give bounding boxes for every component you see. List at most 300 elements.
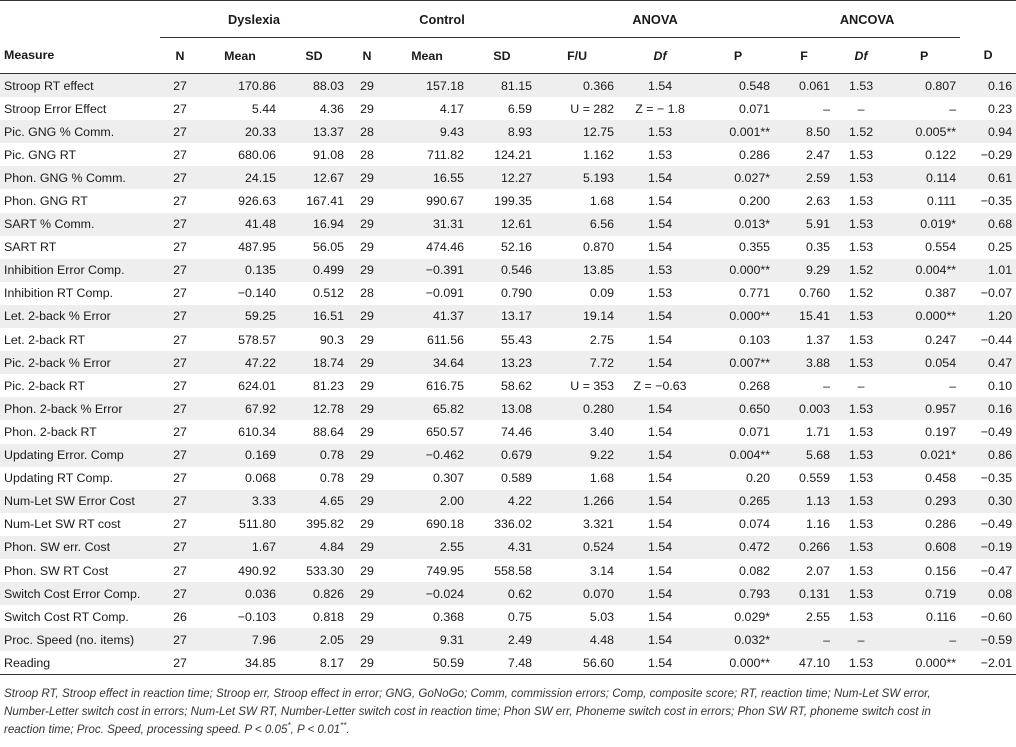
cell-anova-fu: 1.266 (536, 490, 618, 513)
cell-dys-sd: 0.78 (280, 467, 348, 490)
col-anova-fu: F/U (567, 48, 588, 63)
cell-dys-mean: 59.25 (200, 305, 280, 328)
cell-ctl-n: 29 (348, 559, 386, 582)
cell-d: −0.49 (960, 513, 1016, 536)
cell-ctl-n: 29 (348, 213, 386, 236)
cell-d: −0.19 (960, 536, 1016, 559)
col-ancova-df: Df (854, 48, 868, 63)
cell-dys-mean: 67.92 (200, 397, 280, 420)
cell-ancova-p: 0.197 (888, 420, 960, 443)
cell-ctl-sd: 0.679 (468, 444, 536, 467)
cell-anova-p: 0.071 (702, 420, 774, 443)
cell-anova-df: 1.54 (618, 189, 702, 212)
cell-ancova-p: 0.005** (888, 120, 960, 143)
cell-ctl-sd: 12.27 (468, 166, 536, 189)
table-row (0, 143, 1016, 166)
cell-ancova-df: 1.53 (834, 420, 888, 443)
cell-measure: Inhibition Error Comp. (0, 259, 160, 282)
cell-dys-n: 27 (160, 328, 200, 351)
cell-anova-fu: 12.75 (536, 120, 618, 143)
cell-anova-fu: 0.09 (536, 282, 618, 305)
cell-ancova-f: – (774, 97, 834, 120)
cell-anova-p: 0.650 (702, 397, 774, 420)
footnote-sup-1: * (287, 721, 291, 731)
col-ancova-p: P (919, 48, 929, 63)
cell-ctl-mean: 31.31 (386, 213, 468, 236)
cell-dys-sd: 88.64 (280, 420, 348, 443)
cell-anova-fu: 1.162 (536, 143, 618, 166)
cell-ancova-f: 0.061 (774, 74, 834, 98)
cell-dys-n: 27 (160, 374, 200, 397)
cell-dys-n: 27 (160, 444, 200, 467)
cell-dys-sd: 0.78 (280, 444, 348, 467)
cell-ctl-sd: 7.48 (468, 651, 536, 675)
cell-measure: Phon. SW err. Cost (0, 536, 160, 559)
cell-ancova-p: 0.021* (888, 444, 960, 467)
cell-ctl-mean: 650.57 (386, 420, 468, 443)
cell-measure: Switch Cost Error Comp. (0, 582, 160, 605)
cell-ctl-sd: 558.58 (468, 559, 536, 582)
cell-dys-n: 27 (160, 236, 200, 259)
cell-anova-df: 1.54 (618, 582, 702, 605)
footnote-sep: , P < 0.01 (290, 723, 341, 737)
cell-d: 1.20 (960, 305, 1016, 328)
cell-anova-df: 1.53 (618, 143, 702, 166)
cell-ancova-p: – (888, 628, 960, 651)
cell-d: 1.01 (960, 259, 1016, 282)
cell-d: 0.86 (960, 444, 1016, 467)
cell-ctl-mean: −0.091 (386, 282, 468, 305)
cell-anova-fu: 13.85 (536, 259, 618, 282)
cell-ancova-df: 1.53 (834, 305, 888, 328)
cell-ancova-f: 8.50 (774, 120, 834, 143)
cell-dys-n: 27 (160, 651, 200, 675)
cell-ancova-df: 1.53 (834, 582, 888, 605)
cell-d: −0.29 (960, 143, 1016, 166)
col-dys-mean: Mean (224, 48, 256, 63)
cell-ctl-n: 29 (348, 420, 386, 443)
cell-dys-n: 27 (160, 282, 200, 305)
cell-dys-n: 27 (160, 213, 200, 236)
cell-dys-sd: 533.30 (280, 559, 348, 582)
cell-dys-n: 27 (160, 143, 200, 166)
cell-anova-fu: 1.68 (536, 189, 618, 212)
cell-measure: Phon. GNG RT (0, 189, 160, 212)
cell-ctl-n: 29 (348, 328, 386, 351)
cell-dys-sd: 4.84 (280, 536, 348, 559)
cell-ancova-f: 5.68 (774, 444, 834, 467)
cell-d: 0.16 (960, 74, 1016, 98)
cell-anova-p: 0.027* (702, 166, 774, 189)
cell-ancova-p: 0.957 (888, 397, 960, 420)
cell-ancova-df: 1.52 (834, 259, 888, 282)
footnote-end: . (346, 723, 350, 737)
cell-ancova-f: 1.71 (774, 420, 834, 443)
cell-ancova-f: – (774, 628, 834, 651)
cell-ctl-mean: 0.368 (386, 605, 468, 628)
cell-ancova-p: 0.286 (888, 513, 960, 536)
table-row (0, 166, 1016, 189)
cell-ancova-p: – (888, 97, 960, 120)
cell-ctl-sd: 199.35 (468, 189, 536, 212)
cell-dys-mean: −0.140 (200, 282, 280, 305)
cell-d: 0.61 (960, 166, 1016, 189)
cell-anova-p: 0.000** (702, 259, 774, 282)
cell-ctl-n: 29 (348, 97, 386, 120)
cell-dys-sd: 56.05 (280, 236, 348, 259)
cell-dys-mean: 926.63 (200, 189, 280, 212)
cell-dys-mean: 487.95 (200, 236, 280, 259)
cell-ancova-p: 0.719 (888, 582, 960, 605)
cell-ctl-mean: −0.024 (386, 582, 468, 605)
cell-ctl-sd: 58.62 (468, 374, 536, 397)
cell-anova-fu: 2.75 (536, 328, 618, 351)
cell-dys-mean: 0.068 (200, 467, 280, 490)
cell-ctl-n: 29 (348, 259, 386, 282)
cell-dys-mean: 0.169 (200, 444, 280, 467)
cell-ancova-f: – (774, 374, 834, 397)
cell-anova-fu: 19.14 (536, 305, 618, 328)
cell-ctl-sd: 0.546 (468, 259, 536, 282)
cell-anova-p: 0.268 (702, 374, 774, 397)
cell-ctl-sd: 2.49 (468, 628, 536, 651)
cell-anova-df: 1.53 (618, 259, 702, 282)
cell-ctl-sd: 13.23 (468, 351, 536, 374)
table-row (0, 97, 1016, 120)
cell-dys-sd: 16.94 (280, 213, 348, 236)
cell-ancova-f: 0.003 (774, 397, 834, 420)
cell-ctl-mean: 157.18 (386, 74, 468, 98)
cell-ctl-mean: 4.17 (386, 97, 468, 120)
cell-dys-mean: 41.48 (200, 213, 280, 236)
cell-ctl-sd: 0.790 (468, 282, 536, 305)
table-row (0, 605, 1016, 628)
cell-ctl-sd: 13.08 (468, 397, 536, 420)
cell-ctl-sd: 4.22 (468, 490, 536, 513)
cell-ancova-p: 0.458 (888, 467, 960, 490)
cell-dys-sd: 18.74 (280, 351, 348, 374)
cell-ancova-p: 0.111 (888, 189, 960, 212)
cell-anova-p: 0.001** (702, 120, 774, 143)
cell-anova-df: 1.54 (618, 166, 702, 189)
cell-ancova-f: 15.41 (774, 305, 834, 328)
cell-dys-n: 27 (160, 559, 200, 582)
cell-dys-sd: 395.82 (280, 513, 348, 536)
cell-measure: Phon. 2-back % Error (0, 397, 160, 420)
cell-ancova-f: 1.13 (774, 490, 834, 513)
cell-anova-fu: 5.193 (536, 166, 618, 189)
cell-dys-n: 27 (160, 582, 200, 605)
table-row (0, 328, 1016, 351)
cell-anova-p: 0.793 (702, 582, 774, 605)
cell-anova-fu: 1.68 (536, 467, 618, 490)
col-anova-p: P (733, 48, 743, 63)
cell-measure: SART % Comm. (0, 213, 160, 236)
cell-dys-n: 27 (160, 420, 200, 443)
cell-dys-mean: 20.33 (200, 120, 280, 143)
cell-ctl-n: 29 (348, 628, 386, 651)
cell-ancova-df: 1.53 (834, 605, 888, 628)
cell-dys-n: 27 (160, 513, 200, 536)
cell-anova-p: 0.032* (702, 628, 774, 651)
cell-ctl-mean: 990.67 (386, 189, 468, 212)
cell-anova-p: 0.004** (702, 444, 774, 467)
table-row (0, 467, 1016, 490)
cell-anova-df: 1.54 (618, 351, 702, 374)
group-dyslexia: Dyslexia (160, 1, 348, 38)
cell-d: 0.94 (960, 120, 1016, 143)
cell-ancova-p: 0.000** (888, 305, 960, 328)
cell-d: −0.44 (960, 328, 1016, 351)
cell-dys-n: 27 (160, 189, 200, 212)
cell-d: 0.23 (960, 97, 1016, 120)
cell-ctl-mean: 65.82 (386, 397, 468, 420)
cell-dys-mean: 0.036 (200, 582, 280, 605)
cell-ctl-n: 29 (348, 467, 386, 490)
table-row (0, 305, 1016, 328)
cell-dys-mean: 610.34 (200, 420, 280, 443)
cell-d: −2.01 (960, 651, 1016, 675)
cell-dys-mean: 680.06 (200, 143, 280, 166)
cell-anova-fu: 7.72 (536, 351, 618, 374)
cell-anova-df: 1.54 (618, 420, 702, 443)
cell-dys-sd: 16.51 (280, 305, 348, 328)
cell-ctl-mean: 50.59 (386, 651, 468, 675)
cell-dys-sd: 12.67 (280, 166, 348, 189)
cell-ctl-n: 29 (348, 351, 386, 374)
cell-dys-n: 27 (160, 166, 200, 189)
cell-dys-n: 27 (160, 467, 200, 490)
table-row (0, 236, 1016, 259)
cell-dys-n: 27 (160, 536, 200, 559)
cell-ancova-f: 47.10 (774, 651, 834, 675)
group-control: Control (348, 1, 536, 38)
cell-anova-fu: 0.366 (536, 74, 618, 98)
cell-dys-sd: 90.3 (280, 328, 348, 351)
cell-ancova-f: 0.760 (774, 282, 834, 305)
cell-anova-p: 0.355 (702, 236, 774, 259)
cell-ancova-f: 9.29 (774, 259, 834, 282)
cell-ctl-n: 29 (348, 397, 386, 420)
table-header (0, 1, 1016, 74)
cell-d: 0.68 (960, 213, 1016, 236)
table-row (0, 559, 1016, 582)
table-row (0, 651, 1016, 675)
cell-dys-mean: 624.01 (200, 374, 280, 397)
cell-anova-p: 0.548 (702, 74, 774, 98)
cell-anova-df: 1.54 (618, 236, 702, 259)
cell-measure: Phon. SW RT Cost (0, 559, 160, 582)
cell-d: −0.49 (960, 420, 1016, 443)
table-row (0, 189, 1016, 212)
cell-anova-fu: 3.14 (536, 559, 618, 582)
footnote-sup-2: ** (340, 721, 347, 731)
table-row (0, 259, 1016, 282)
cell-dys-mean: 47.22 (200, 351, 280, 374)
cell-measure: Phon. GNG % Comm. (0, 166, 160, 189)
cell-dys-sd: 13.37 (280, 120, 348, 143)
cell-dys-sd: 8.17 (280, 651, 348, 675)
cell-anova-p: 0.200 (702, 189, 774, 212)
cell-anova-df: Z = − 1.8 (618, 97, 702, 120)
cell-anova-df: 1.53 (618, 120, 702, 143)
cell-ctl-mean: −0.391 (386, 259, 468, 282)
cell-ctl-sd: 8.93 (468, 120, 536, 143)
cell-ancova-df: 1.53 (834, 328, 888, 351)
footnote-line-3-text: reaction time; Proc. Speed, processing speed. P < 0.05 (4, 723, 288, 737)
cell-ancova-p: 0.000** (888, 651, 960, 675)
table-row (0, 582, 1016, 605)
col-ctl-n: N (362, 48, 372, 63)
cell-ctl-n: 29 (348, 236, 386, 259)
table-row (0, 213, 1016, 236)
cell-dys-sd: 4.36 (280, 97, 348, 120)
cell-d: 0.08 (960, 582, 1016, 605)
cell-anova-p: 0.000** (702, 651, 774, 675)
cell-ctl-sd: 336.02 (468, 513, 536, 536)
cell-ctl-n: 29 (348, 513, 386, 536)
cell-ctl-mean: 616.75 (386, 374, 468, 397)
cell-ancova-df: 1.53 (834, 74, 888, 98)
cell-anova-df: 1.54 (618, 605, 702, 628)
col-ctl-sd: SD (493, 48, 511, 63)
cell-ancova-df: 1.53 (834, 513, 888, 536)
cell-anova-fu: 6.56 (536, 213, 618, 236)
cell-anova-p: 0.771 (702, 282, 774, 305)
cell-anova-df: 1.54 (618, 328, 702, 351)
cell-d: −0.59 (960, 628, 1016, 651)
cell-ancova-df: 1.53 (834, 444, 888, 467)
footnote-line-3 (4, 721, 1010, 739)
cell-measure: Stroop RT effect (0, 74, 160, 98)
cell-dys-n: 27 (160, 628, 200, 651)
group-blank (0, 1, 160, 38)
cell-d: −0.47 (960, 559, 1016, 582)
cell-anova-p: 0.265 (702, 490, 774, 513)
cell-ctl-n: 29 (348, 651, 386, 675)
cell-d: 0.47 (960, 351, 1016, 374)
cell-measure: Num-Let SW Error Cost (0, 490, 160, 513)
cell-anova-df: 1.54 (618, 444, 702, 467)
cell-ctl-mean: 2.55 (386, 536, 468, 559)
cell-measure: Pic. 2-back % Error (0, 351, 160, 374)
cell-d: −0.60 (960, 605, 1016, 628)
cell-ancova-f: 0.131 (774, 582, 834, 605)
cell-ancova-p: 0.114 (888, 166, 960, 189)
cell-dys-sd: 91.08 (280, 143, 348, 166)
cell-anova-fu: 0.524 (536, 536, 618, 559)
footnote-line-1: Stroop RT, Stroop effect in reaction time; Stroop err, Stroop effect in error; GNG, GoNoGo; Comm, commission errors; Comp, composite score; RT, reaction time; Num-Let SW error, (4, 687, 931, 701)
cell-ctl-n: 28 (348, 143, 386, 166)
cell-measure: Pic. GNG % Comm. (0, 120, 160, 143)
cell-ctl-n: 29 (348, 605, 386, 628)
cell-anova-df: Z = −0.63 (618, 374, 702, 397)
cell-dys-mean: 490.92 (200, 559, 280, 582)
cell-ctl-n: 28 (348, 282, 386, 305)
cell-ancova-f: 2.55 (774, 605, 834, 628)
cell-ancova-df: 1.53 (834, 189, 888, 212)
cell-ancova-f: 2.07 (774, 559, 834, 582)
cell-dys-mean: 578.57 (200, 328, 280, 351)
cell-measure: Proc. Speed (no. items) (0, 628, 160, 651)
cell-ctl-n: 29 (348, 444, 386, 467)
cell-d: 0.16 (960, 397, 1016, 420)
cell-ancova-df: 1.53 (834, 651, 888, 675)
cell-anova-df: 1.54 (618, 536, 702, 559)
cell-dys-sd: 12.78 (280, 397, 348, 420)
group-anova: ANOVA (536, 1, 774, 38)
cell-dys-n: 27 (160, 97, 200, 120)
table-row (0, 120, 1016, 143)
cell-ctl-sd: 0.589 (468, 467, 536, 490)
table-row (0, 351, 1016, 374)
cell-ancova-df: 1.53 (834, 559, 888, 582)
cell-ctl-mean: 474.46 (386, 236, 468, 259)
cell-measure: Switch Cost RT Comp. (0, 605, 160, 628)
column-header-row (0, 38, 1016, 74)
cell-ancova-df: 1.53 (834, 213, 888, 236)
cell-dys-sd: 0.512 (280, 282, 348, 305)
cell-ancova-f: 0.559 (774, 467, 834, 490)
cell-d: 0.25 (960, 236, 1016, 259)
cell-d: −0.35 (960, 189, 1016, 212)
cell-anova-fu: 0.280 (536, 397, 618, 420)
cell-ancova-df: – (834, 628, 888, 651)
cell-dys-sd: 0.499 (280, 259, 348, 282)
cell-dys-mean: 511.80 (200, 513, 280, 536)
cell-anova-p: 0.013* (702, 213, 774, 236)
table-row (0, 444, 1016, 467)
cell-ctl-mean: 0.307 (386, 467, 468, 490)
cell-ancova-p: 0.807 (888, 74, 960, 98)
cell-dys-n: 27 (160, 305, 200, 328)
cell-dys-n: 27 (160, 120, 200, 143)
table-row (0, 536, 1016, 559)
cell-ctl-mean: 711.82 (386, 143, 468, 166)
group-ancova: ANCOVA (774, 1, 960, 38)
cell-ancova-f: 3.88 (774, 351, 834, 374)
cell-ctl-n: 28 (348, 120, 386, 143)
cell-dys-mean: 170.86 (200, 74, 280, 98)
cell-ancova-p: 0.004** (888, 259, 960, 282)
table-row (0, 374, 1016, 397)
cell-dys-n: 27 (160, 351, 200, 374)
cell-ctl-mean: −0.462 (386, 444, 468, 467)
cell-anova-df: 1.54 (618, 467, 702, 490)
cell-ancova-df: 1.53 (834, 467, 888, 490)
cell-ancova-p: 0.554 (888, 236, 960, 259)
table-body (0, 74, 1016, 675)
table-row (0, 628, 1016, 651)
col-ancova-f: F (800, 48, 808, 63)
table-row (0, 490, 1016, 513)
cell-ancova-df: – (834, 97, 888, 120)
cell-dys-sd: 167.41 (280, 189, 348, 212)
cell-measure: Stroop Error Effect (0, 97, 160, 120)
cell-dys-n: 27 (160, 490, 200, 513)
cell-dys-sd: 4.65 (280, 490, 348, 513)
cell-anova-fu: 0.070 (536, 582, 618, 605)
table-row (0, 420, 1016, 443)
col-dys-n: N (175, 48, 185, 63)
group-header-row (0, 1, 1016, 38)
cell-anova-df: 1.53 (618, 282, 702, 305)
cell-ctl-mean: 9.31 (386, 628, 468, 651)
cell-dys-mean: 1.67 (200, 536, 280, 559)
cell-ancova-p: 0.054 (888, 351, 960, 374)
cell-ancova-df: 1.53 (834, 536, 888, 559)
cell-anova-p: 0.103 (702, 328, 774, 351)
